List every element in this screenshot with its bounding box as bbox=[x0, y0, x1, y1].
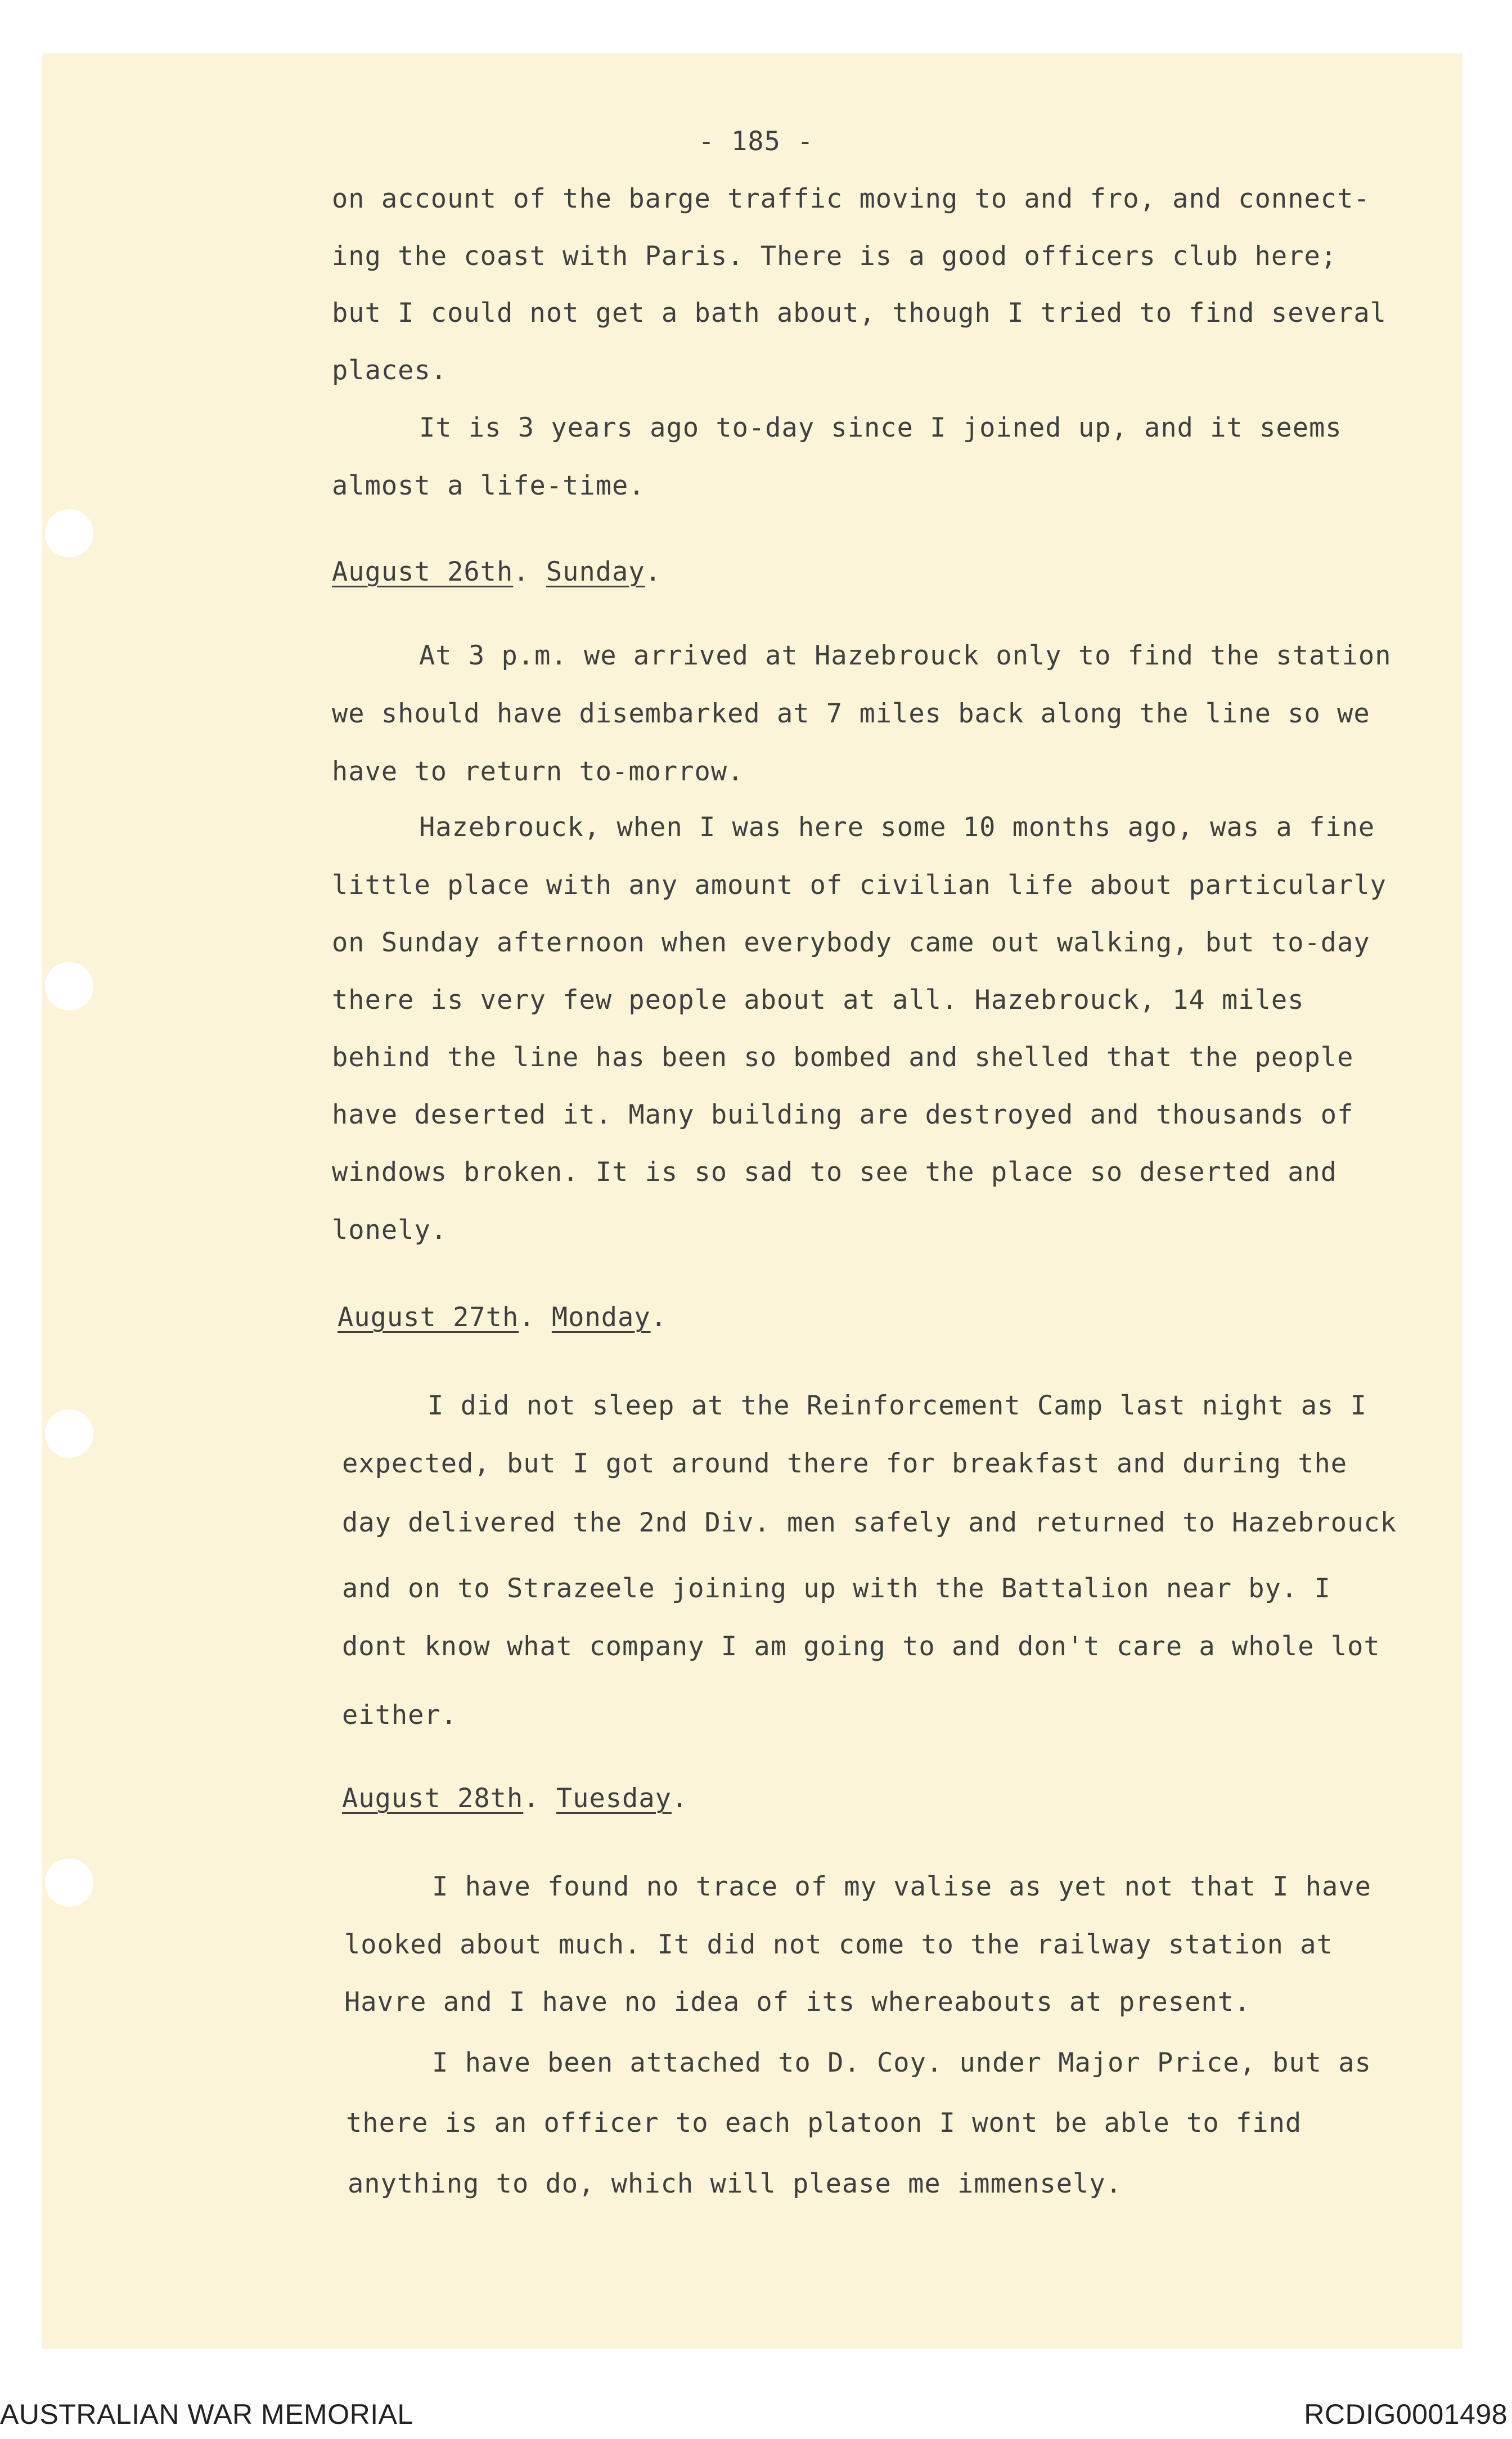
page-number: - 185 - bbox=[698, 126, 814, 157]
text-line: anything to do, which will please me immensely. bbox=[348, 2168, 1122, 2199]
text-line: there is very few people about at all. Hazebrouck, 14 miles bbox=[332, 985, 1304, 1016]
entry-date: August 26th bbox=[332, 556, 514, 587]
text-line: either. bbox=[342, 1700, 458, 1731]
text-line: on account of the barge traffic moving to and fro, and connect- bbox=[332, 183, 1370, 214]
text-line: day delivered the 2nd Div. men safely and returned to Hazebrouck bbox=[342, 1507, 1397, 1538]
text-line: have to return to-morrow. bbox=[332, 756, 744, 787]
punch-hole bbox=[45, 1409, 93, 1458]
footer-archive-name: AUSTRALIAN WAR MEMORIAL bbox=[0, 2398, 413, 2430]
punch-hole bbox=[45, 509, 93, 558]
entry-heading: August 28th. Tuesday. bbox=[342, 1783, 688, 1814]
text-line: Hazebrouck, when I was here some 10 months ago, was a fine bbox=[419, 812, 1375, 843]
text-line: almost a life-time. bbox=[332, 470, 645, 501]
text-line: dont know what company I am going to and don't care a whole lot bbox=[342, 1631, 1380, 1662]
text-line: on Sunday afternoon when everybody came out walking, but to-day bbox=[332, 927, 1370, 958]
text-line: and on to Strazeele joining up with the Battalion near by. I bbox=[342, 1573, 1331, 1604]
text-line: lonely. bbox=[332, 1215, 448, 1246]
entry-day: Tuesday bbox=[556, 1783, 672, 1814]
entry-heading: August 26th. Sunday. bbox=[332, 556, 662, 587]
text-line: windows broken. It is so sad to see the place so deserted and bbox=[332, 1157, 1338, 1188]
text-line: have deserted it. Many building are destroyed and thousands of bbox=[332, 1099, 1354, 1130]
entry-day: Monday bbox=[551, 1302, 651, 1333]
text-line: we should have disembarked at 7 miles back along the line so we bbox=[332, 698, 1370, 729]
text-line: little place with any amount of civilian life about particularly bbox=[332, 870, 1387, 901]
text-line: I have found no trace of my valise as yet not that I have bbox=[432, 1871, 1371, 1902]
punch-hole bbox=[45, 1858, 93, 1907]
entry-day: Sunday bbox=[546, 556, 645, 587]
text-line: but I could not get a bath about, though I tried to find several bbox=[332, 298, 1387, 329]
text-line: ing the coast with Paris. There is a good officers club here; bbox=[332, 241, 1338, 272]
text-line: expected, but I got around there for breakfast and during the bbox=[342, 1448, 1348, 1479]
entry-date: August 28th bbox=[342, 1783, 524, 1814]
text-line: I did not sleep at the Reinforcement Camp last night as I bbox=[428, 1390, 1367, 1421]
text-line: there is an officer to each platoon I wont be able to find bbox=[346, 2108, 1302, 2139]
punch-hole bbox=[45, 962, 93, 1010]
text-line: behind the line has been so bombed and shelled that the people bbox=[332, 1042, 1354, 1073]
entry-heading: August 27th. Monday. bbox=[338, 1302, 667, 1333]
entry-date: August 27th bbox=[338, 1302, 519, 1333]
text-line: Havre and I have no idea of its whereabouts at present. bbox=[344, 1987, 1251, 2018]
footer-record-id: RCDIG0001498 bbox=[1304, 2398, 1508, 2430]
text-line: places. bbox=[332, 355, 448, 386]
text-line: I have been attached to D. Coy. under Major Price, but as bbox=[432, 2047, 1371, 2078]
text-line: At 3 p.m. we arrived at Hazebrouck only to find the station bbox=[419, 640, 1392, 671]
text-line: It is 3 years ago to-day since I joined up, and it seems bbox=[419, 412, 1342, 443]
text-line: looked about much. It did not come to the railway station at bbox=[344, 1929, 1333, 1960]
